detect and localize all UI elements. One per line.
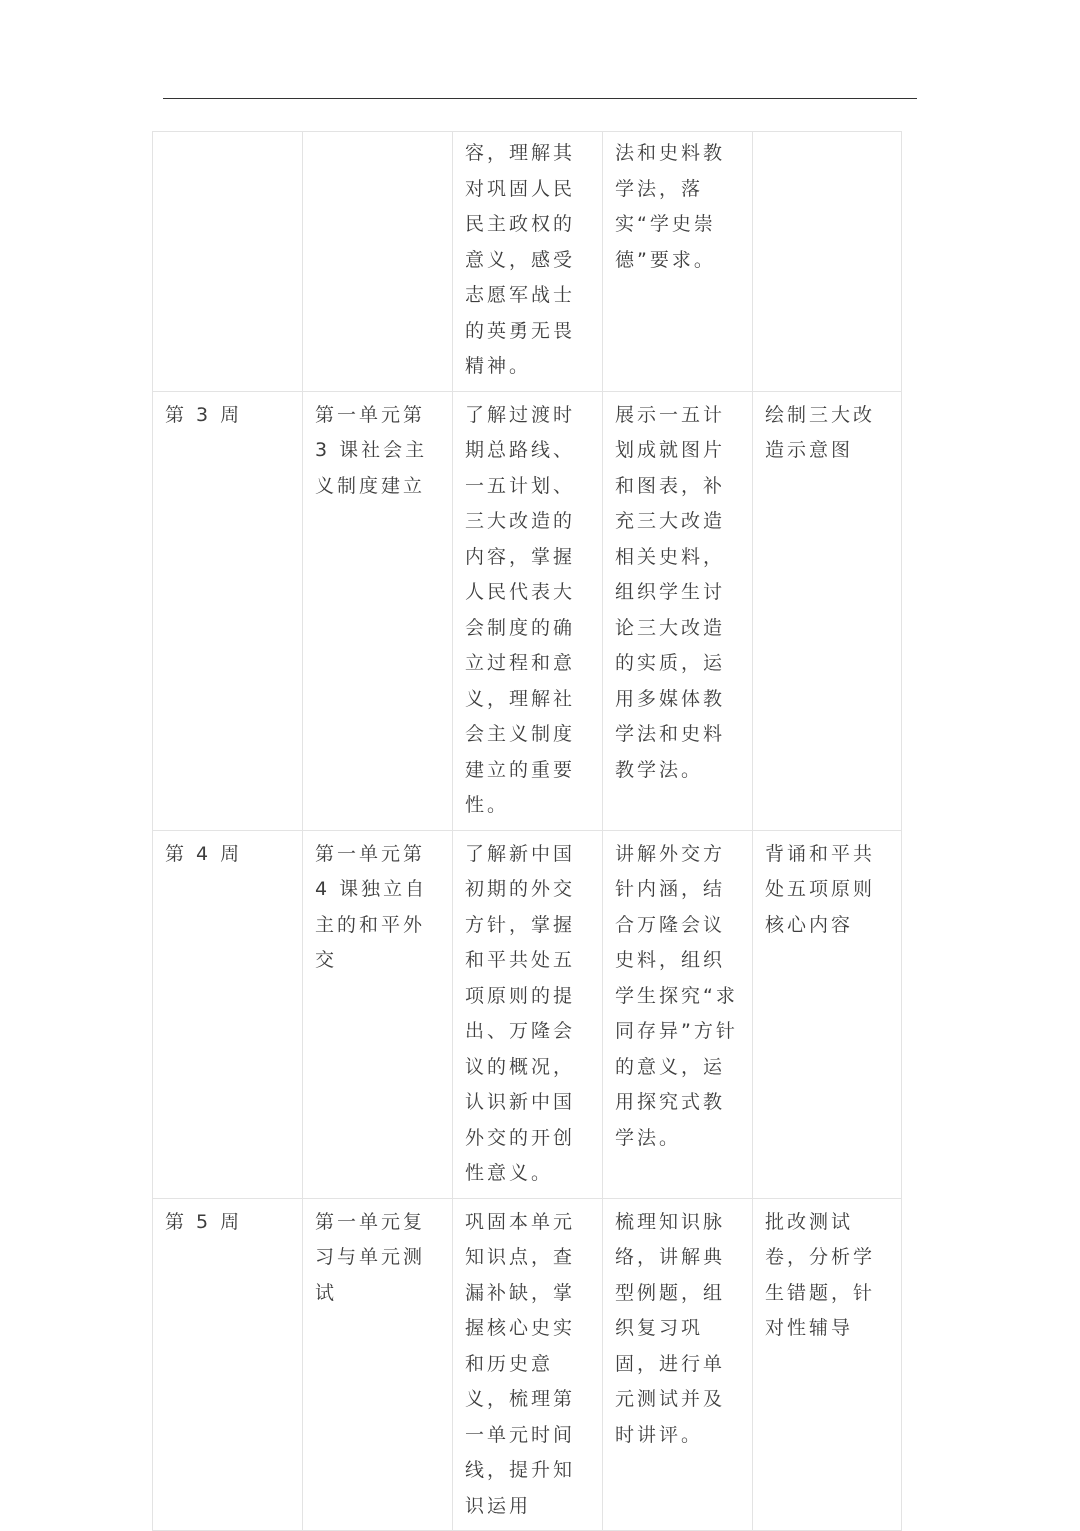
lesson-cell: [303, 132, 453, 392]
table-row: [153, 1198, 902, 1531]
homework-cell: 绘制三大改造示意图: [753, 391, 902, 830]
method-cell: 讲解外交方针内涵，结合万隆会议史料，组织学生探究“求同存异”方针的意义，运用探究式教学法。: [603, 830, 753, 1198]
goal-cell: 了解过渡时期总路线、一五计划、三大改造的内容，掌握人民代表大会制度的确立过程和意义，理解社会主义制度建立的重要性。: [453, 391, 603, 830]
method-cell: 展示一五计划成就图片和图表，补充三大改造相关史料，组织学生讨论三大改造的实质，运用多媒体教学法和史料教学法。: [603, 391, 753, 830]
teaching-plan-table: [152, 131, 902, 1531]
header-rule: [163, 98, 917, 99]
lesson-cell: 第一单元复习与单元测试: [303, 1198, 453, 1531]
table-row: [153, 132, 902, 392]
lesson-cell: 第一单元第 4 课独立自主的和平外交: [303, 830, 453, 1198]
week-cell: 第 3 周: [153, 391, 303, 830]
week-cell: [153, 132, 303, 392]
week-cell: 第 4 周: [153, 830, 303, 1198]
method-cell: 法和史料教学法，落实“学史崇德”要求。: [603, 132, 753, 392]
lesson-cell: 第一单元第 3 课社会主义制度建立: [303, 391, 453, 830]
week-cell: 第 5 周: [153, 1198, 303, 1531]
goal-cell: 巩固本单元知识点，查漏补缺，掌握核心史实和历史意义，梳理第一单元时间线，提升知识运用: [453, 1198, 603, 1531]
homework-cell: [753, 132, 902, 392]
method-cell: 梳理知识脉络，讲解典型例题，组织复习巩固，进行单元测试并及时讲评。: [603, 1198, 753, 1531]
homework-cell: 背诵和平共处五项原则核心内容: [753, 830, 902, 1198]
table-row: [153, 391, 902, 830]
homework-cell: 批改测试卷，分析学生错题，针对性辅导: [753, 1198, 902, 1531]
table-row: [153, 830, 902, 1198]
goal-cell: 了解新中国初期的外交方针，掌握和平共处五项原则的提出、万隆会议的概况，认识新中国外交的开创性意义。: [453, 830, 603, 1198]
goal-cell: 容，理解其对巩固人民民主政权的意义，感受志愿军战士的英勇无畏精神。: [453, 132, 603, 392]
